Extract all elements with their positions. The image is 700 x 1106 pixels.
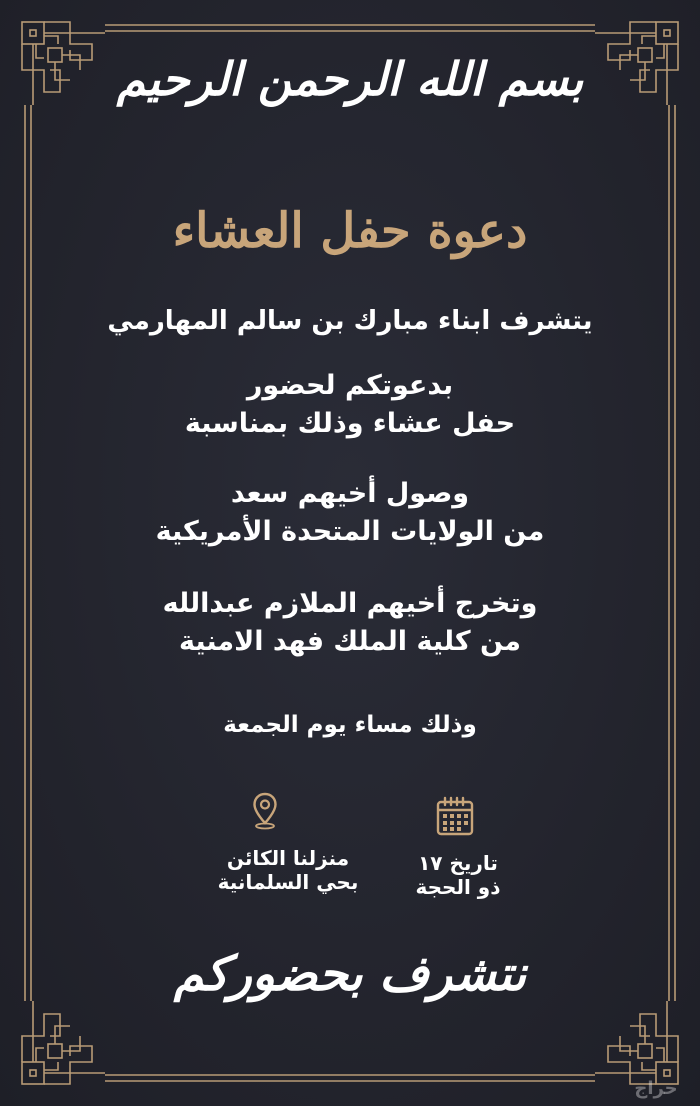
location-line-1: منزلنا الكائن [226,846,350,870]
date-line-1: تاريخ ١٧ [418,851,498,875]
date-info [358,851,558,899]
body-line-6: من كلية الملك فهد الامنية [179,626,521,657]
body-line-2: حفل عشاء وذلك بمناسبة [184,408,516,439]
body-line-7: وذلك مساء يوم الجمعة [223,712,477,738]
date-line-2: ذو الحجة [415,875,501,899]
body-line-3: وصول أخيهم سعد [230,478,470,509]
location-pin-icon [252,792,278,830]
calendar-icon [436,796,474,836]
watermark: حراج [634,1078,678,1099]
closing-calligraphy: نتشرف بحضوركم [173,946,527,1002]
location-line-2: بحي السلمانية [217,870,359,894]
body-line-5: وتخرج أخيهم الملازم عبدالله [162,588,538,619]
basmala-calligraphy: بسم الله الرحمن الرحيم [116,52,584,106]
host-line: يتشرف ابناء مبارك بن سالم المهارمي [107,306,593,336]
body-line-4: من الولايات المتحدة الأمريكية [155,516,545,547]
invitation-title: دعوة حفل العشاء [172,203,528,259]
body-line-1: بدعوتكم لحضور [246,370,454,401]
